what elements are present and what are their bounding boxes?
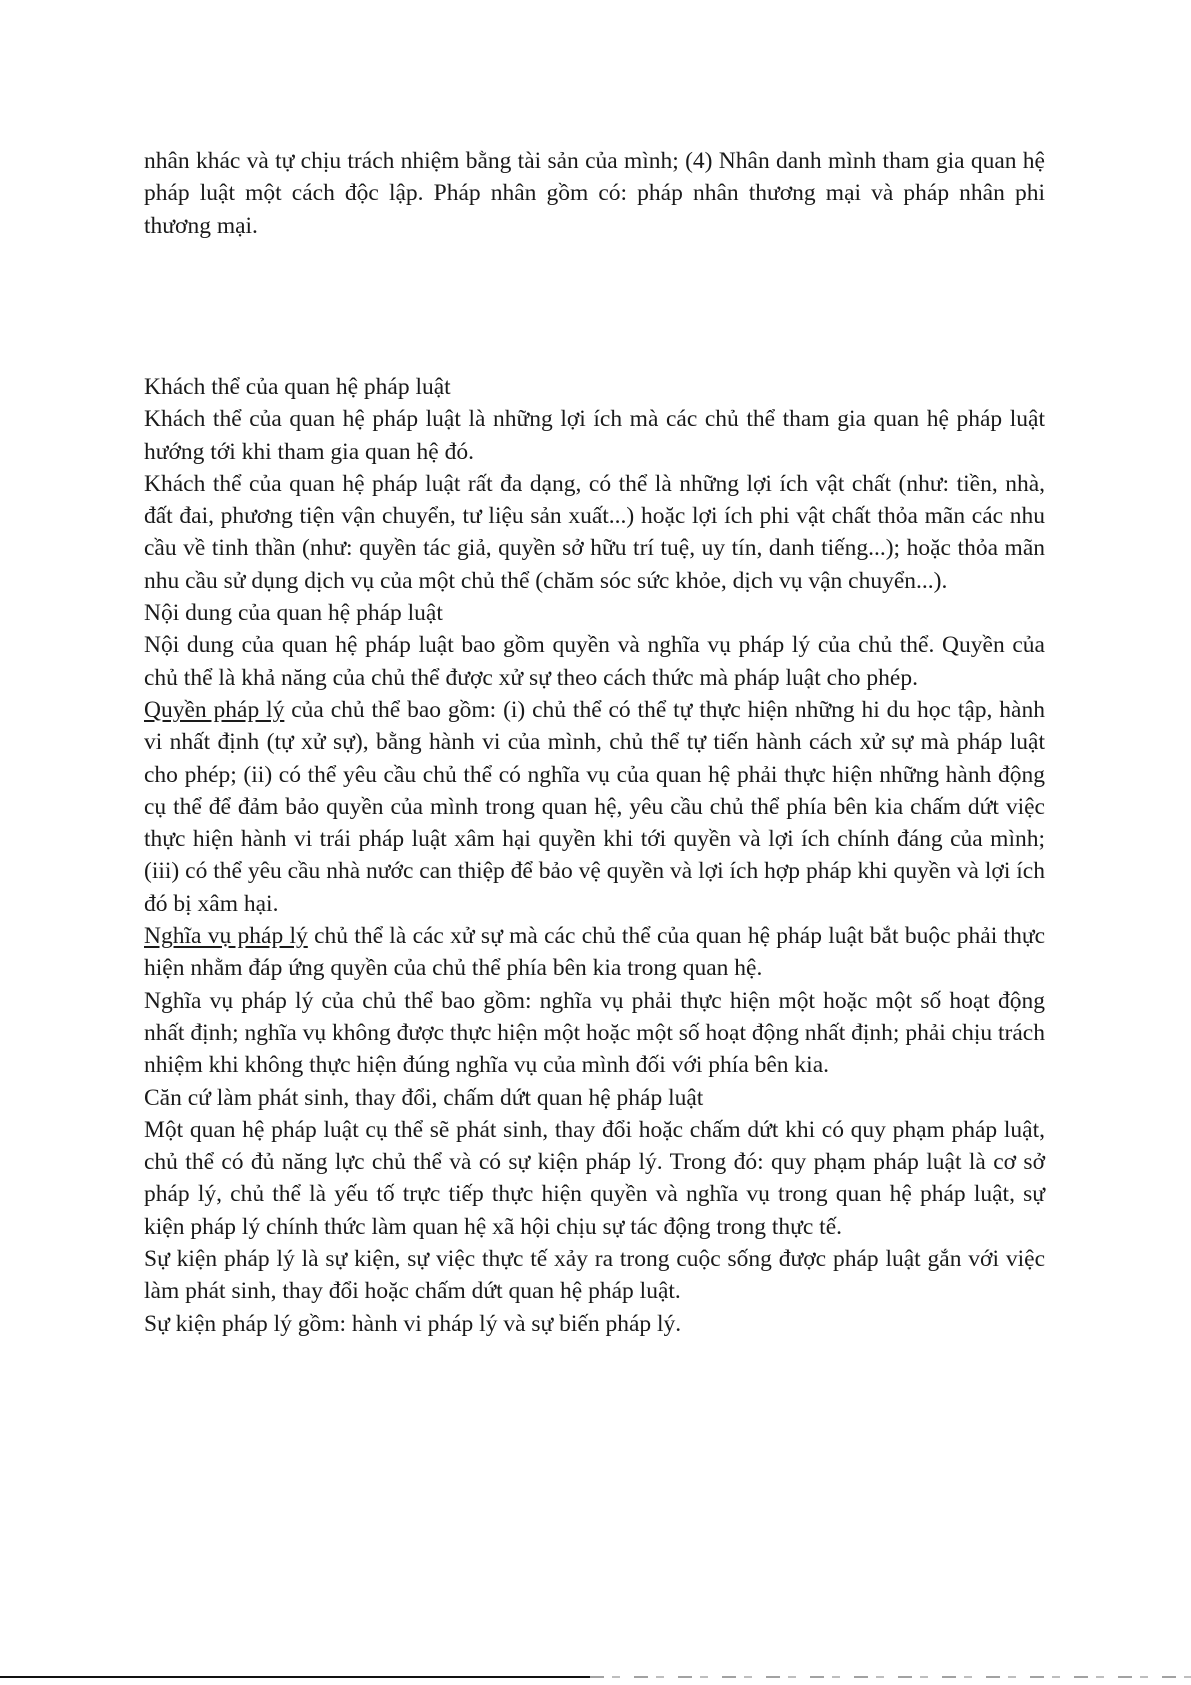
can-cu-paragraph-1: Một quan hệ pháp luật cụ thể sẽ phát sinh, thay đổi hoặc chấm dứt khi có quy phạm pháp luật, chủ thể có đủ năng lực chủ thể và có sự kiện pháp lý. Trong đó: quy phạm pháp luật là cơ sở pháp lý, chủ thể là yếu tố trực tiếp thực hiện quyền và nghĩa vụ trong quan hệ pháp luật, sự kiện pháp lý chính thức làm quan hệ xã hội chịu sự tác động trong thực tế. <box>144 1116 1045 1240</box>
noi-dung-paragraph-4: Nghĩa vụ pháp lý của chủ thể bao gồm: nghĩa vụ phải thực hiện một hoặc một số hoạt động nhất định; nghĩa vụ không được thực hiện một hoặc một số hoạt động nhất định; phải chịu trách nhiệm khi không thực hiện đúng nghĩa vụ của mình đối với phía bên kia. <box>144 987 1045 1079</box>
quyen-phap-ly-text: của chủ thể bao gồm: (i) chủ thể có thể tự thực hiện những hi du học tập, hành vi nhất định (tự xử sự), bằng hành vi của mình, chủ thể tự tiến hành cách xử sự mà pháp luật cho phép; (ii) có thể yêu cầu chủ thể có nghĩa vụ của quan hệ phải thực hiện những hành động cụ thể để đảm bảo quyền của mình trong quan hệ, yêu cầu chủ thể phía bên kia chấm dứt việc thực hiện hành vi trái pháp luật xâm hại quyền khi tới quyền và lợi ích chính đáng của mình; (iii) có thể yêu cầu nhà nước can thiệp để bảo vệ quyền và lợi ích hợp pháp khi quyền và lợi ích đó bị xâm hại. <box>144 696 1045 917</box>
noi-dung-paragraph-1: Nội dung của quan hệ pháp luật bao gồm quyền và nghĩa vụ pháp lý của chủ thể. Quyền của chủ thể là khả năng của chủ thể được xử sự theo cách thức mà pháp luật cho phép. <box>144 632 1045 691</box>
nghia-vu-phap-ly-paragraph <box>144 920 1045 985</box>
main-section <box>144 371 1045 1340</box>
heading-can-cu: Căn cứ làm phát sinh, thay đổi, chấm dứt quan hệ pháp luật <box>144 1084 704 1111</box>
can-cu-paragraph-2: Sự kiện pháp lý là sự kiện, sự việc thực tế xảy ra trong cuộc sống được pháp luật gắn với việc làm phát sinh, thay đổi hoặc chấm dứt quan hệ pháp luật. <box>144 1246 1045 1305</box>
khach-the-paragraph-1: Khách thể của quan hệ pháp luật là những lợi ích mà các chủ thể tham gia quan hệ pháp luật hướng tới khi tham gia quan hệ đó. <box>144 406 1045 465</box>
heading-noi-dung: Nội dung của quan hệ pháp luật <box>144 600 443 627</box>
quyen-phap-ly-term: Quyền pháp lý <box>144 696 285 723</box>
can-cu-paragraph-3: Sự kiện pháp lý gồm: hành vi pháp lý và sự biến pháp lý. <box>144 1310 682 1337</box>
bottom-rule <box>0 1676 590 1678</box>
khach-the-paragraph-2: Khách thể của quan hệ pháp luật rất đa dạng, có thể là những lợi ích vật chất (như: tiền, nhà, đất đai, phương tiện vận chuyển, tư liệu sản xuất...) hoặc lợi ích phi vật chất thỏa mãn các nhu cầu về tinh thần (như: quyền tác giả, quyền sở hữu trí tuệ, uy tín, danh tiếng...); hoặc thỏa mãn nhu cầu sử dụng dịch vụ của một chủ thể (chăm sóc sức khỏe, dịch vụ vận chuyển...). <box>144 470 1045 594</box>
intro-paragraph: nhân khác và tự chịu trách nhiệm bằng tài sản của mình; (4) Nhân danh mình tham gia quan hệ pháp luật một cách độc lập. Pháp nhân gồm có: pháp nhân thương mại và pháp nhân phi thương mại. <box>144 148 1045 239</box>
heading-khach-the: Khách thể của quan hệ pháp luật <box>144 374 451 400</box>
nghia-vu-phap-ly-term: Nghĩa vụ pháp lý <box>144 923 308 950</box>
nghia-vu-phap-ly-text: chủ thể là các xử sự mà các chủ thể của quan hệ pháp luật bắt buộc phải thực hiện nhằm đáp ứng quyền của chủ thể phía bên kia trong quan hệ. <box>144 923 1045 982</box>
bottom-scan-marks <box>590 1676 1191 1678</box>
intro-section <box>144 145 1045 242</box>
quyen-phap-ly-paragraph <box>144 694 1045 920</box>
